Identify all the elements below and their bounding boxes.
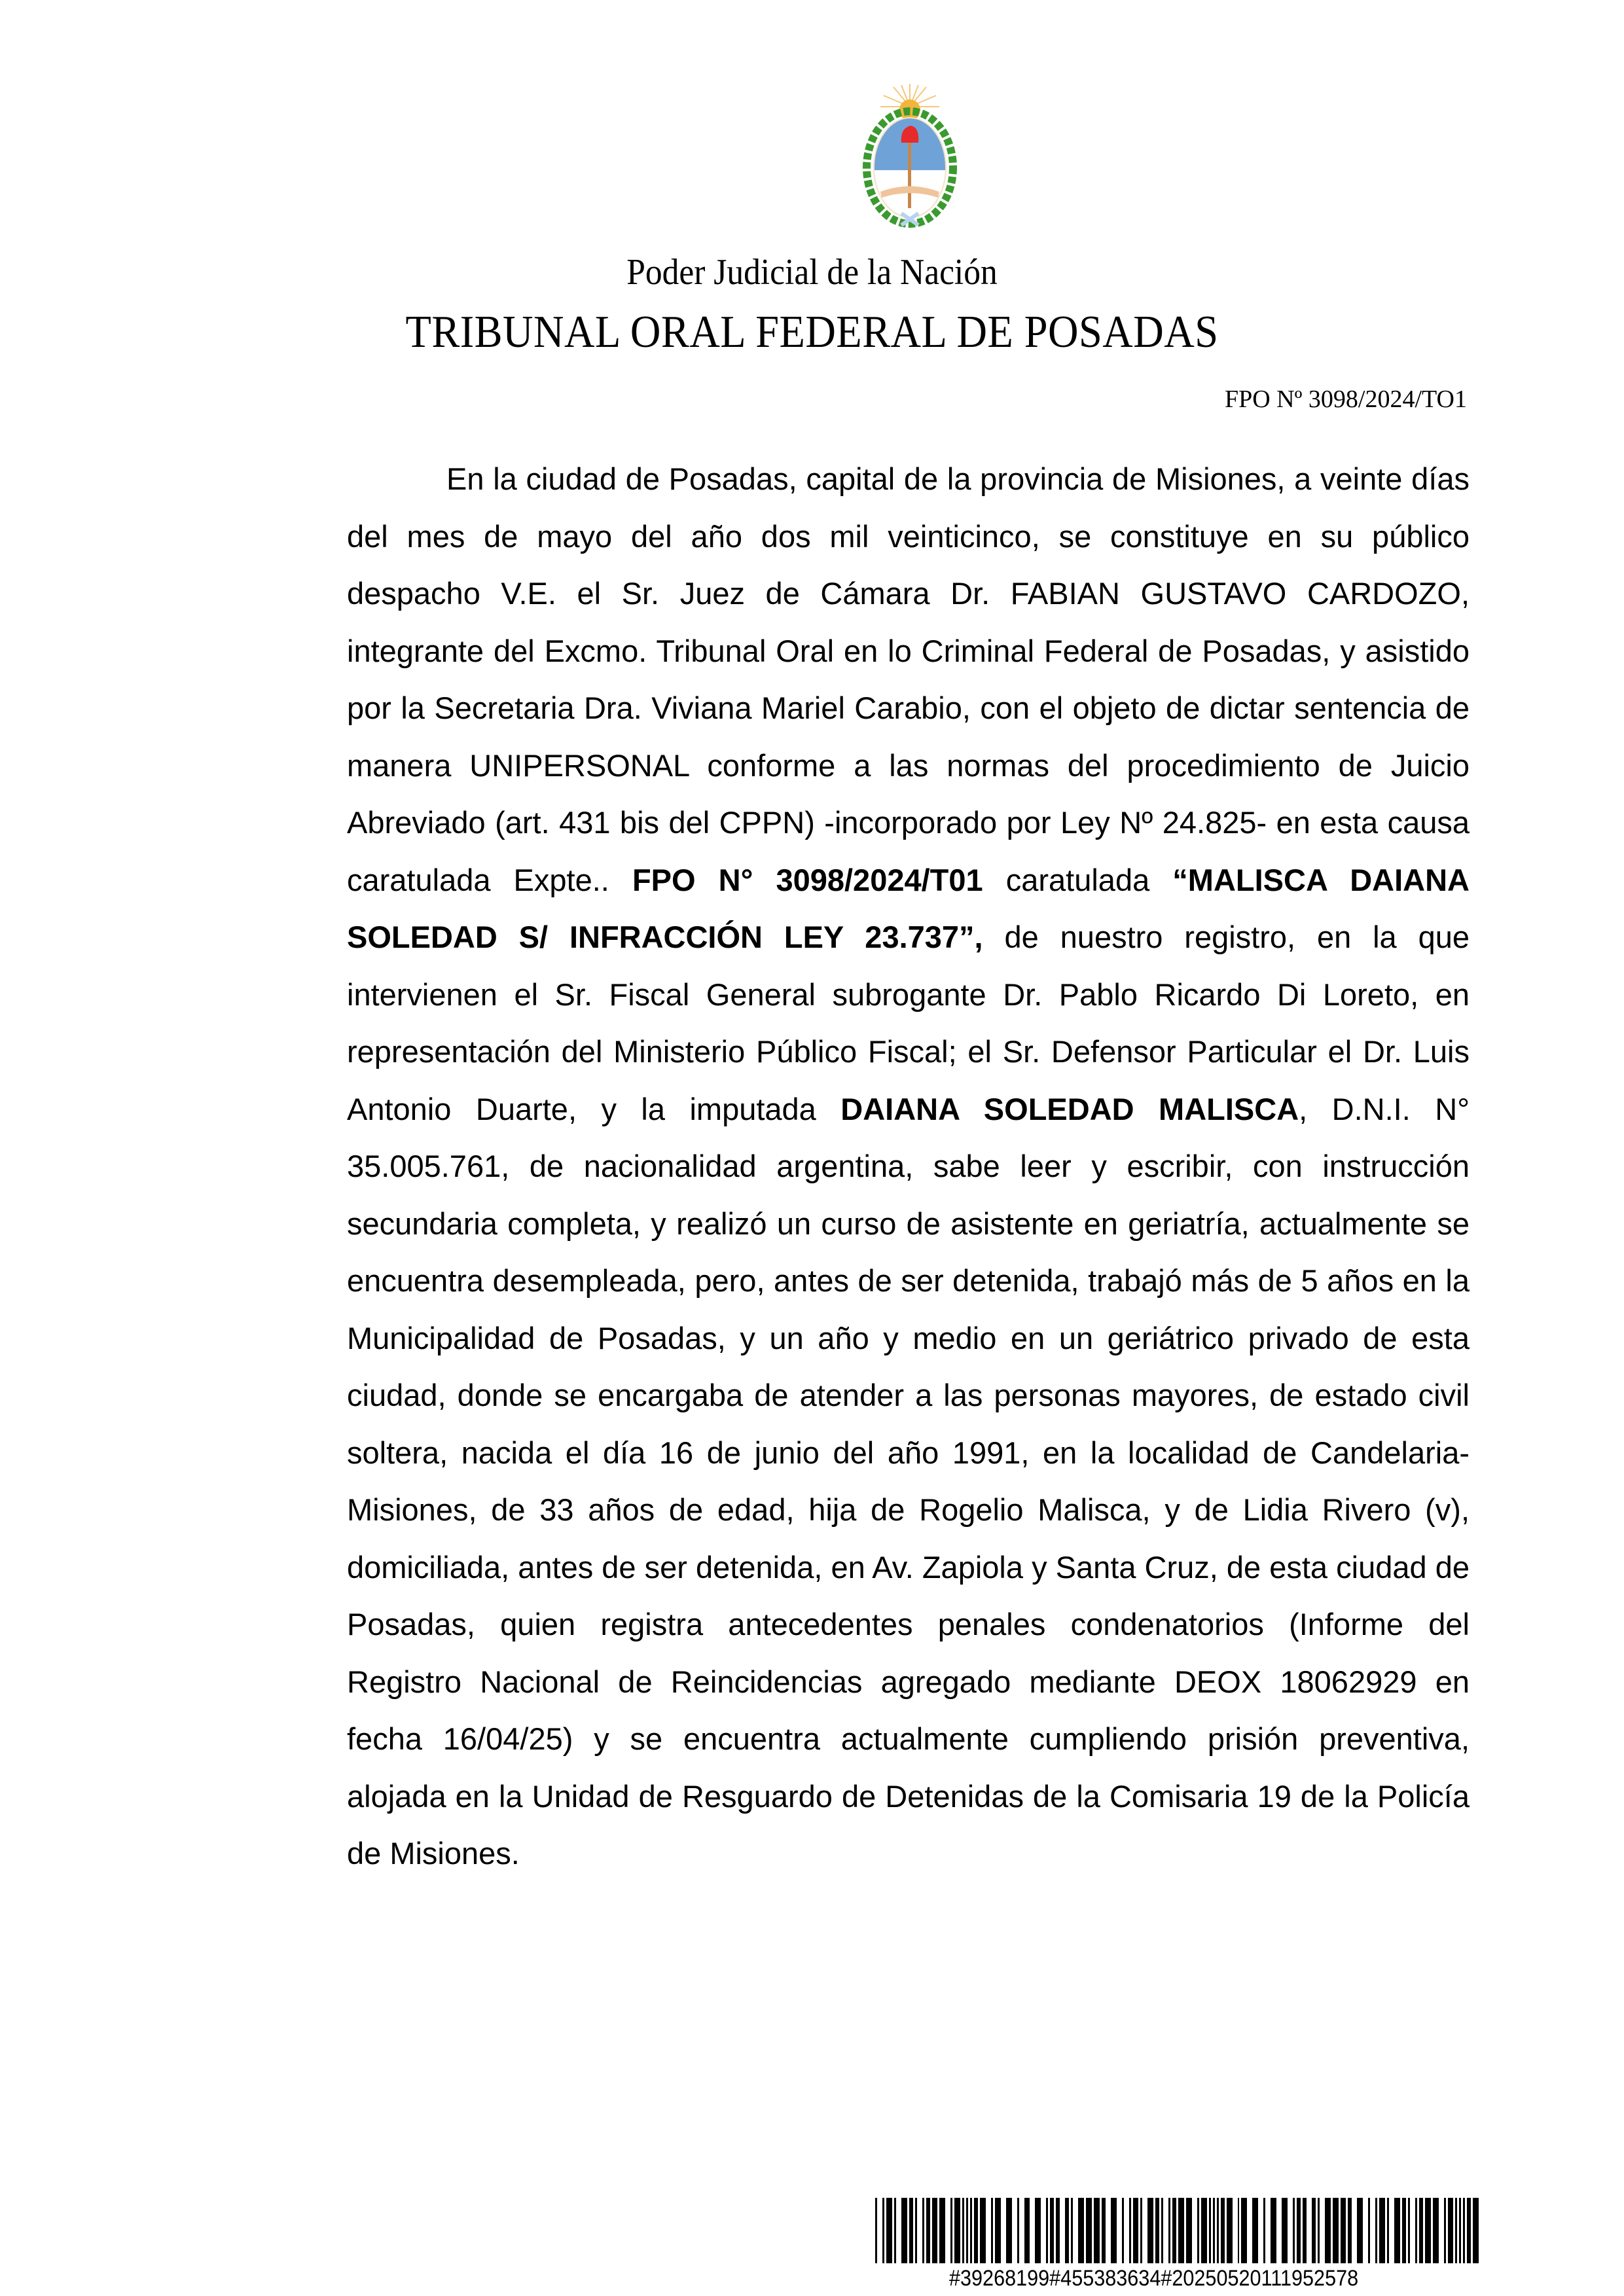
escudo-nacional-emblem-icon xyxy=(854,77,965,228)
defendant-name: DAIANA SOLEDAD MALISCA xyxy=(840,1091,1299,1126)
barcode-icon xyxy=(875,2198,1484,2263)
court-name: TRIBUNAL ORAL FEDERAL DE POSADAS xyxy=(405,307,1219,357)
sentence-opening-paragraph xyxy=(347,450,1470,1882)
paragraph-segment: caratulada xyxy=(983,862,1173,897)
case-file-number: FPO N° 3098/2024/T01 xyxy=(632,862,983,897)
case-caption: “MALISCA DAIANA SOLEDAD S/ INFRACCIÓN LEY 23.737”, xyxy=(347,862,1470,954)
case-number: FPO Nº 3098/2024/TO1 xyxy=(1224,386,1467,413)
institution-name: Poder Judicial de la Nación xyxy=(626,252,998,293)
paragraph-segment: En la ciudad de Posadas, capital de la provincia de Misiones, a veinte días del mes de mayo del año dos mil veinticinco, se constituye en su público despacho V.E. el Sr. Juez de Cámara Dr. FABIAN GUSTAVO CARDOZO, integrante del Excmo. Tribunal Oral en lo Criminal Federal de Posadas, y asistido por la Secretaria Dra. Viviana Mariel Carabio, con el objeto de dictar sentencia de manera UNIPERSONAL conforme a las normas del procedimiento de Juicio Abreviado (art. 431 bis del CPPN) -incorporado por Ley Nº 24.825- en esta causa caratulada Expte.. xyxy=(347,461,1470,897)
barcode-label: #39268199#455383634#20250520111952578 xyxy=(949,2266,1359,2291)
paragraph-segment: de nuestro registro, en la que intervienen el Sr. Fiscal General subrogante Dr. Pablo Ricardo Di Loreto, en representación del Ministerio Público Fiscal; el Sr. Defensor Particular el Dr. Luis Antonio Duarte, y la imputada xyxy=(347,920,1470,1126)
paragraph-segment: , D.N.I. N° 35.005.761, de nacionalidad argentina, sabe leer y escribir, con instrucción secundaria completa, y realizó un curso de asistente en geriatría, actualmente se encuentra desempleada, pero, antes de ser detenida, trabajó más de 5 años en la Municipalidad de Posadas, y un año y medio en un geriátrico privado de esta ciudad, donde se encargaba de atender a las personas mayores, de estado civil soltera, nacida el día 16 de junio del año 1991, en la localidad de Candelaria-Misiones, de 33 años de edad, hija de Rogelio Malisca, y de Lidia Rivero (v), domiciliada, antes de ser detenida, en Av. Zapiola y Santa Cruz, de esta ciudad de Posadas, quien registra antecedentes penales condenatorios (Informe del Registro Nacional de Reincidencias agregado mediante DEOX 18062929 en fecha 16/04/25) y se encuentra actualmente cumpliendo prisión preventiva, alojada en la Unidad de Resguardo de Detenidas de la Comisaria 19 de la Policía de Misiones. xyxy=(347,1091,1470,1871)
